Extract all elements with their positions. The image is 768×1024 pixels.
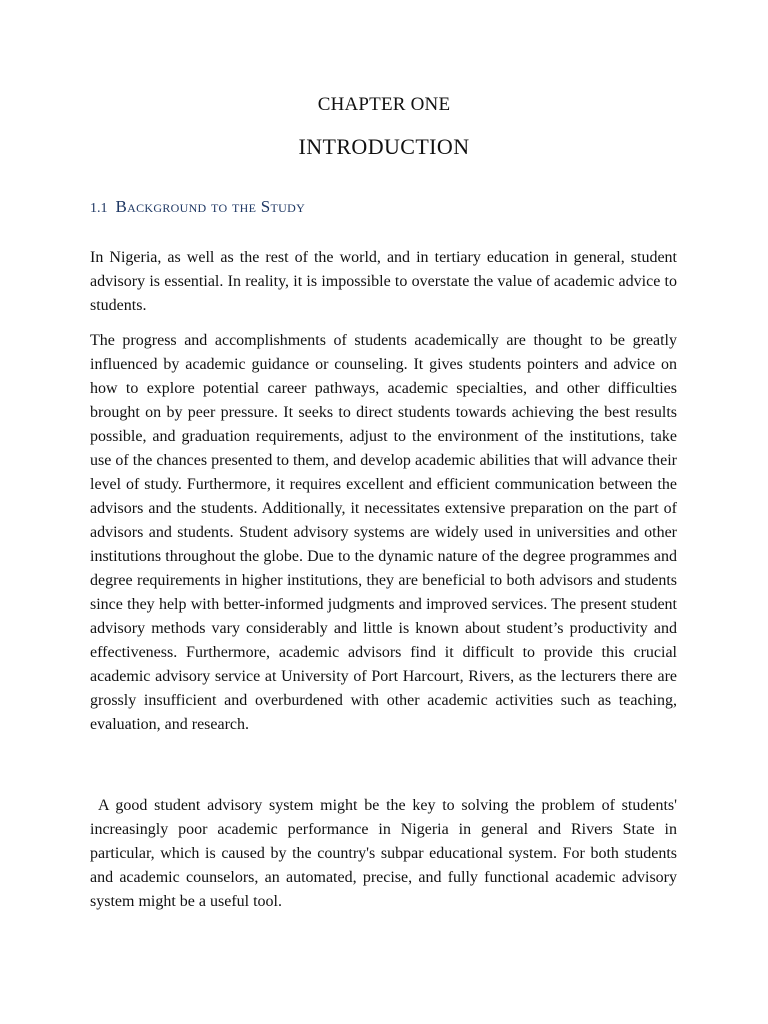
paragraph: A good student advisory system might be the key to solving the problem of students' increasingly poor academic performance in Nigeria in general and Rivers State in particular, which is caused by the country's subpar educational system. For both students and academic counselors, an automated, precise, and fully functional academic advisory system might be a useful tool. [90, 797, 677, 910]
chapter-title: INTRODUCTION [298, 134, 470, 159]
section-title: Background to the Study [115, 197, 306, 216]
paragraph: In Nigeria, as well as the rest of the world, and in tertiary education in general, student advisory is essential. In reality, it is impossible to overstate the value of academic advice to students. [90, 249, 677, 314]
paragraph: The progress and accomplishments of students academically are thought to be greatly influenced by academic guidance or counseling. It gives students pointers and advice on how to explore potential career pathways, academic specialties, and other difficulties brought on by peer pressure. It seeks to direct students towards achieving the best results possible, and graduation requirements, adjust to the environment of the institutions, take use of the chances presented to them, and develop academic abilities that will advance their level of study. Furthermore, it requires excellent and efficient communication between the advisors and the students. Additionally, it necessitates extensive preparation on the part of advisors and students. Student advisory systems are widely used in universities and other institutions throughout the globe. Due to the dynamic nature of the degree programmes and degree requirements in higher institutions, they are beneficial to both advisors and students since they help with better-informed judgments and improved services. The present student advisory methods vary considerably and little is known about student’s productivity and effectiveness. Furthermore, academic advisors find it difficult to provide this crucial academic advisory service at University of Port Harcourt, Rivers, as the lecturers there are grossly insufficient and overburdened with other academic activities such as teaching, evaluation, and research. [90, 332, 677, 733]
section-number: 1.1 [90, 201, 108, 216]
chapter-label: CHAPTER ONE [317, 94, 451, 115]
section-heading [90, 196, 305, 220]
